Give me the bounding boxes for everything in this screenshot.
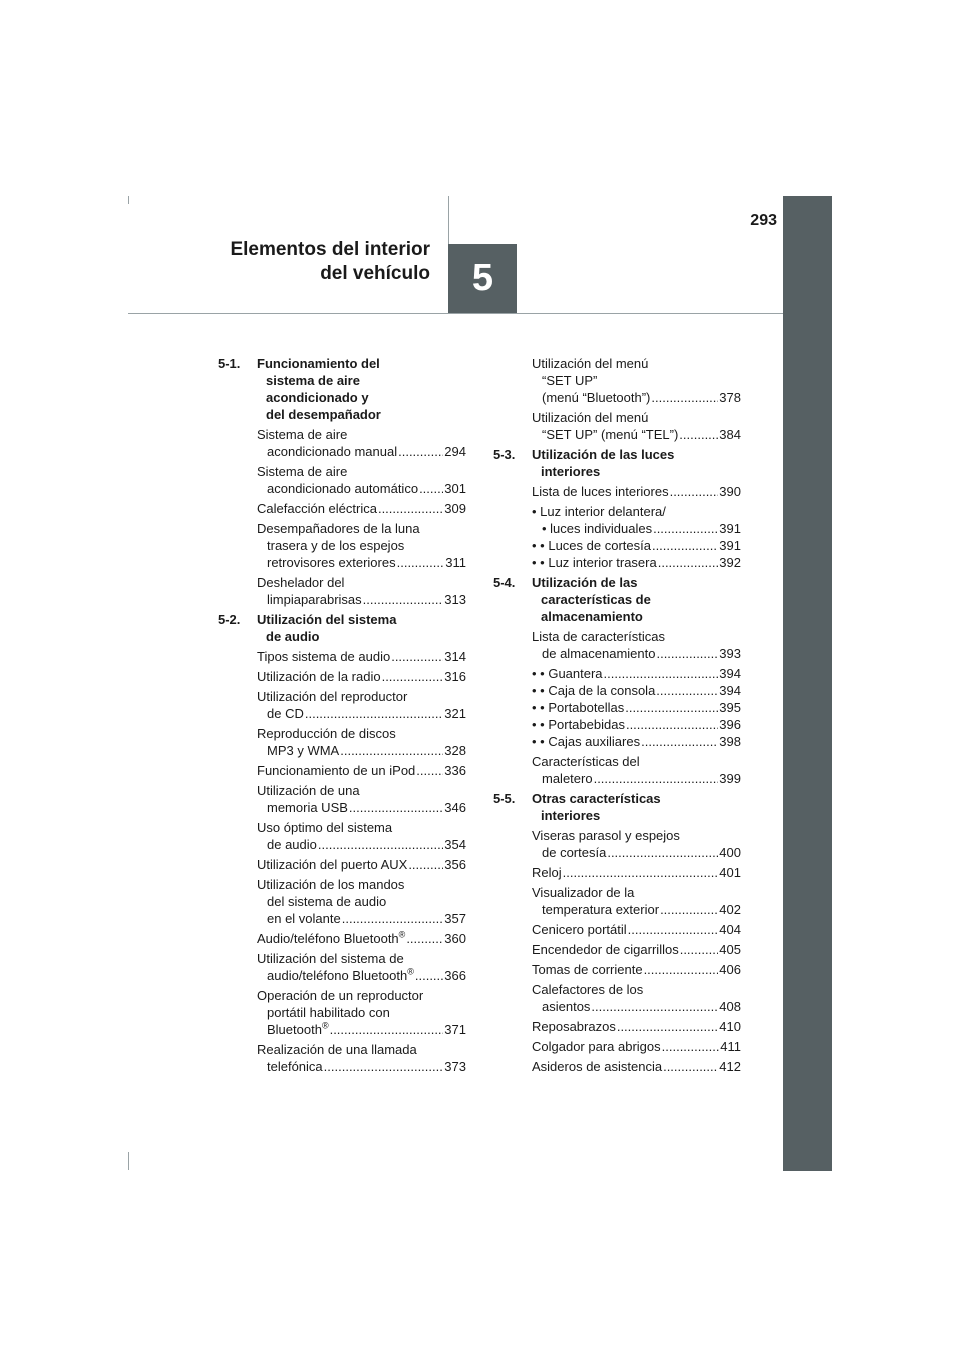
toc-entry-leader — [532, 864, 741, 881]
toc-entry-leader — [532, 520, 741, 537]
toc-entry-line: Utilización del menú — [532, 410, 649, 425]
toc-entry[interactable] — [257, 574, 466, 608]
toc-section-title — [257, 611, 466, 645]
toc-entry-leader — [532, 537, 741, 554]
toc-section-heading[interactable] — [493, 790, 741, 824]
toc-entry[interactable] — [257, 1041, 466, 1075]
toc-section-title-line: almacenamiento — [541, 609, 643, 624]
toc-entry-leader — [532, 554, 741, 571]
toc-entry-leader — [532, 716, 741, 733]
toc-entry-text: limpiaparabrisas — [267, 592, 362, 607]
toc-entry-leader — [257, 554, 466, 571]
dot-leader — [656, 645, 718, 662]
toc-entry-text: asientos — [542, 999, 591, 1014]
toc-entry-text: retrovisores exteriores — [267, 555, 396, 570]
toc-entry-line: Operación de un reproductor — [257, 988, 424, 1003]
toc-section-title-line: Utilización de las — [532, 575, 638, 590]
dot-leader — [626, 716, 718, 733]
dot-leader — [653, 520, 718, 537]
page-number: 293 — [750, 212, 777, 229]
toc-entry[interactable] — [532, 827, 741, 861]
toc-entry-leader — [532, 921, 741, 938]
toc-page-number: 398 — [719, 734, 741, 749]
toc-entry-line: trasera y de los espejos — [267, 538, 405, 553]
toc-entry[interactable] — [532, 864, 741, 881]
toc-entry[interactable] — [532, 355, 741, 406]
toc-page-number: 316 — [444, 669, 466, 684]
toc-entry-leader — [532, 389, 741, 406]
toc-entry-leader — [257, 500, 466, 517]
toc-section-title-line: interiores — [541, 464, 601, 479]
toc-page-number: 357 — [444, 911, 466, 926]
toc-entry-text: audio/teléfono Bluetooth® — [267, 966, 414, 983]
toc-section-title-line: de audio — [266, 629, 320, 644]
toc-entry-leader — [532, 961, 741, 978]
toc-page-number: 400 — [719, 845, 741, 860]
toc-page-number: 399 — [719, 771, 741, 786]
toc-entry-text: de almacenamiento — [542, 646, 656, 661]
toc-page-number: 402 — [719, 902, 741, 917]
toc-page-number: 378 — [719, 390, 741, 405]
toc-page-number: 328 — [444, 743, 466, 758]
toc-entry-line: Desempañadores de la luna — [257, 521, 420, 536]
toc-entry[interactable] — [257, 668, 466, 685]
dot-leader — [318, 836, 443, 853]
toc-section-title-line: del desempañador — [266, 407, 381, 422]
toc-sub-entry[interactable] — [532, 537, 741, 554]
dot-leader — [670, 483, 719, 500]
toc-right-column — [493, 355, 741, 1078]
registered-mark: ® — [398, 929, 406, 940]
toc-page-number: 391 — [719, 538, 741, 553]
dot-leader — [662, 1038, 720, 1055]
toc-entry-text: • • Cajas auxiliares — [532, 733, 640, 750]
toc-entry[interactable] — [257, 520, 466, 571]
toc-entry-line: Utilización del menú — [532, 356, 649, 371]
dot-leader — [378, 500, 443, 517]
toc-section-title-line: Funcionamiento del — [257, 356, 380, 371]
dot-leader — [679, 426, 718, 443]
toc-section-heading[interactable] — [218, 611, 466, 645]
toc-entry-leader — [257, 930, 466, 947]
dot-leader — [340, 742, 443, 759]
toc-entry-leader — [257, 742, 466, 759]
toc-page-number: 354 — [444, 837, 466, 852]
dot-leader — [591, 998, 718, 1015]
toc-section-number: 5-5. — [493, 791, 516, 806]
toc-entry-text: • • Guantera — [532, 665, 603, 682]
toc-entry-leader — [257, 668, 466, 685]
toc-page-number: 395 — [719, 700, 741, 715]
toc-section-heading[interactable] — [493, 446, 741, 480]
dot-leader — [419, 480, 443, 497]
toc-sub-entry[interactable] — [532, 682, 741, 699]
toc-page-number: 311 — [445, 555, 466, 570]
toc-entry-text: temperatura exterior — [542, 902, 660, 917]
toc-entry[interactable] — [257, 725, 466, 759]
toc-page-number: 394 — [719, 683, 741, 698]
toc-page-number: 406 — [719, 962, 741, 977]
chapter-number-box — [448, 244, 517, 313]
toc-page-number: 411 — [720, 1039, 741, 1054]
dot-leader — [604, 665, 719, 682]
toc-sub-entry[interactable] — [532, 733, 741, 750]
toc-entry-line: Utilización de una — [257, 783, 360, 798]
toc-page-number: 371 — [444, 1022, 466, 1037]
toc-section-number: 5-2. — [218, 612, 241, 627]
toc-page-number: 396 — [719, 717, 741, 732]
toc-entry-leader — [257, 648, 466, 665]
toc-entry-text: Reposabrazos — [532, 1019, 616, 1034]
dot-leader — [391, 648, 443, 665]
toc-entry-text: Cenicero portátil — [532, 922, 627, 937]
toc-page-number: 314 — [444, 649, 466, 664]
toc-entry-text: Lista de luces interiores — [532, 484, 669, 499]
toc-entry-leader — [532, 699, 741, 716]
toc-section-title-line: Utilización de las luces — [532, 447, 675, 462]
dot-leader — [406, 930, 443, 947]
toc-entry-text: Funcionamiento de un iPod — [257, 763, 416, 778]
toc-entry-leader — [257, 480, 466, 497]
dot-leader — [663, 1058, 718, 1075]
toc-page-number: 393 — [719, 646, 741, 661]
chapter-title-line2: del vehículo — [320, 263, 430, 284]
toc-entry[interactable] — [257, 463, 466, 497]
toc-section-title-line: acondicionado y — [266, 390, 369, 405]
toc-page-number: 390 — [719, 484, 741, 499]
toc-entry-text: Bluetooth® — [267, 1020, 329, 1037]
toc-entry-leader — [257, 1058, 466, 1075]
toc-entry-text: Asideros de asistencia — [532, 1059, 663, 1074]
toc-entry[interactable] — [532, 1038, 741, 1055]
toc-entry-text: Audio/teléfono Bluetooth® — [257, 929, 406, 946]
toc-entry-leader — [257, 967, 466, 984]
toc-entry-leader — [532, 1038, 741, 1055]
header-divider — [448, 196, 449, 244]
toc-entry-leader — [532, 941, 741, 958]
toc-section-title-line: Utilización del sistema — [257, 612, 397, 627]
toc-page-number: 301 — [444, 481, 466, 496]
dot-leader — [594, 770, 719, 787]
toc-section-title-line: Otras características — [532, 791, 661, 806]
dot-leader — [416, 762, 443, 779]
dot-leader — [658, 554, 719, 571]
toc-section-number: 5-3. — [493, 447, 516, 462]
toc-sub-entry[interactable] — [532, 699, 741, 716]
toc-section-title-line: sistema de aire — [266, 373, 360, 388]
toc-entry-line: Utilización del reproductor — [257, 689, 408, 704]
toc-entry[interactable] — [257, 930, 466, 947]
toc-entry[interactable] — [532, 941, 741, 958]
toc-entry-text: Colgador para abrigos — [532, 1039, 661, 1054]
toc-entry-leader — [532, 645, 741, 662]
toc-entry[interactable] — [257, 987, 466, 1038]
toc-entry-leader — [257, 799, 466, 816]
toc-entry-leader — [532, 426, 741, 443]
toc-entry[interactable] — [257, 762, 466, 779]
toc-entry-text: (menú “Bluetooth”) — [542, 390, 651, 405]
toc-entry-line: Realización de una llamada — [257, 1042, 417, 1057]
dot-leader — [644, 961, 719, 978]
toc-entry[interactable] — [532, 753, 741, 787]
toc-entry-leader — [257, 591, 466, 608]
dot-leader — [363, 591, 444, 608]
toc-entry[interactable] — [257, 782, 466, 816]
toc-entry-leader — [532, 770, 741, 787]
toc-entry-leader — [532, 1018, 741, 1035]
dot-leader — [330, 1021, 444, 1038]
toc-section-heading[interactable] — [493, 574, 741, 625]
toc-entry[interactable] — [257, 688, 466, 722]
toc-entry-text: acondicionado manual — [267, 444, 398, 459]
dot-leader — [408, 856, 443, 873]
toc-page-number: 408 — [719, 999, 741, 1014]
toc-section-title-line: características de — [541, 592, 651, 607]
toc-entry-text: Utilización de la radio — [257, 669, 381, 684]
toc-page-number: 356 — [444, 857, 466, 872]
toc-page-number: 405 — [719, 942, 741, 957]
dot-leader — [652, 537, 718, 554]
toc-entry-line: Uso óptimo del sistema — [257, 820, 393, 835]
toc-entry-text: telefónica — [267, 1059, 323, 1074]
toc-entry-text: Tipos sistema de audio — [257, 649, 391, 664]
toc-entry-line: Calefactores de los — [532, 982, 644, 997]
toc-entry-text: de audio — [267, 837, 317, 852]
toc-entry[interactable] — [257, 648, 466, 665]
toc-left-column — [218, 355, 466, 1078]
toc-entry-leader — [532, 844, 741, 861]
toc-page-number: 336 — [444, 763, 466, 778]
toc-section-title — [532, 446, 741, 480]
toc-entry-leader — [257, 762, 466, 779]
toc-page-number: 392 — [719, 555, 741, 570]
toc-entry-line: • Luz interior delantera/ — [532, 504, 666, 519]
toc-page-number: 360 — [444, 931, 466, 946]
dot-leader — [660, 901, 718, 918]
toc-entry-leader — [257, 1021, 466, 1038]
dot-leader — [651, 389, 718, 406]
header-rule — [128, 313, 783, 314]
toc-section-title — [532, 574, 741, 625]
toc-section-title-line: interiores — [541, 808, 601, 823]
dot-leader — [680, 941, 719, 958]
toc-entry[interactable] — [257, 500, 466, 517]
toc-entry[interactable] — [532, 1018, 741, 1035]
dot-leader — [628, 921, 719, 938]
toc-entry-text: • luces individuales — [542, 520, 652, 537]
chapter-title — [180, 238, 430, 286]
toc-entry[interactable] — [532, 884, 741, 918]
toc-page-number: 294 — [444, 444, 466, 459]
toc-page-number: 401 — [719, 865, 741, 880]
toc-section-heading[interactable] — [218, 355, 466, 423]
toc-page-number: 404 — [719, 922, 741, 937]
toc-page-number: 313 — [444, 592, 466, 607]
crop-mark-bottom — [128, 1152, 129, 1170]
dot-leader — [397, 554, 445, 571]
dot-leader — [656, 682, 718, 699]
toc-section-title — [257, 355, 466, 423]
toc-entry[interactable] — [532, 628, 741, 662]
dot-leader — [342, 910, 444, 927]
toc-section-number: 5-1. — [218, 356, 241, 371]
toc-entry-leader — [257, 910, 466, 927]
toc-page-number: 384 — [719, 427, 741, 442]
toc-entry-text: • • Portabotellas — [532, 699, 624, 716]
toc-entry[interactable] — [257, 819, 466, 853]
toc-entry-leader — [257, 443, 466, 460]
crop-mark-top — [128, 196, 129, 204]
toc-entry-leader — [257, 705, 466, 722]
toc-entry-text: Utilización del puerto AUX — [257, 857, 408, 872]
toc-page-number: 366 — [444, 968, 466, 983]
toc-entry-text: MP3 y WMA — [267, 743, 340, 758]
toc-sub-entry[interactable] — [532, 554, 741, 571]
dot-leader — [625, 699, 718, 716]
toc-entry-text: • • Portabebidas — [532, 716, 625, 733]
toc-entry-text: “SET UP” (menú “TEL”) — [542, 427, 679, 442]
toc-page-number: 394 — [719, 666, 741, 681]
dot-leader — [349, 799, 443, 816]
toc-entry-line: Utilización del sistema de — [257, 951, 404, 966]
toc-entry-text: memoria USB — [267, 800, 348, 815]
toc-entry-line: del sistema de audio — [267, 894, 387, 909]
toc-entry-leader — [257, 856, 466, 873]
toc-page-number: 391 — [719, 521, 741, 536]
toc-entry[interactable] — [257, 876, 466, 927]
dot-leader — [617, 1018, 718, 1035]
toc-entry-line: “SET UP” — [542, 373, 598, 388]
toc-entry-line: Viseras parasol y espejos — [532, 828, 680, 843]
toc-page-number: 321 — [444, 706, 466, 721]
toc-page-number: 346 — [444, 800, 466, 815]
dot-leader — [324, 1058, 444, 1075]
toc-entry[interactable] — [532, 981, 741, 1015]
toc-entry-text: de CD — [267, 706, 304, 721]
toc-entry-line: Reproducción de discos — [257, 726, 396, 741]
toc-entry[interactable] — [532, 483, 741, 500]
toc-entry-text: maletero — [542, 771, 593, 786]
toc-entry-line: Características del — [532, 754, 640, 769]
toc-entry-leader — [257, 836, 466, 853]
registered-mark: ® — [407, 966, 414, 977]
toc-section-number: 5-4. — [493, 575, 516, 590]
toc-entry-text: acondicionado automático — [267, 481, 419, 496]
toc-entry[interactable] — [532, 409, 741, 443]
toc-sub-entry[interactable] — [532, 503, 741, 537]
chapter-title-line1: Elementos del interior — [230, 239, 430, 260]
toc-entry-text: • • Luces de cortesía — [532, 537, 651, 554]
toc-sub-entry[interactable] — [532, 716, 741, 733]
toc-page-number: 373 — [444, 1059, 466, 1074]
toc-entry-line: portátil habilitado con — [267, 1005, 390, 1020]
toc-page-number: 412 — [719, 1059, 741, 1074]
toc-entry-text: en el volante — [267, 911, 341, 926]
toc-entry[interactable] — [257, 950, 466, 984]
registered-mark: ® — [321, 1020, 329, 1031]
toc-entry-leader — [532, 901, 741, 918]
dot-leader — [641, 733, 718, 750]
dot-leader — [305, 705, 443, 722]
toc-entry-leader — [532, 998, 741, 1015]
chapter-number: 5 — [471, 257, 494, 299]
toc-entry-text: Reloj — [532, 865, 562, 880]
toc-entry-text: Calefacción eléctrica — [257, 501, 377, 516]
toc-entry-leader — [532, 1058, 741, 1075]
dot-leader — [398, 443, 443, 460]
dot-leader — [415, 967, 443, 984]
toc-entry[interactable] — [532, 1058, 741, 1075]
toc-entry[interactable] — [257, 426, 466, 460]
toc-entry-text: de cortesía — [542, 845, 607, 860]
toc-entry-text: Tomas de corriente — [532, 962, 643, 977]
toc-page-number: 410 — [719, 1019, 741, 1034]
toc-entry-leader — [532, 733, 741, 750]
toc-sub-entry[interactable] — [532, 665, 741, 682]
toc-entry[interactable] — [257, 856, 466, 873]
chapter-side-tab — [783, 196, 832, 1171]
toc-entry-text: • • Caja de la consola — [532, 682, 655, 699]
toc-entry-line: Utilización de los mandos — [257, 877, 405, 892]
toc-entry-line: Deshelador del — [257, 575, 345, 590]
toc-entry-line: Sistema de aire — [257, 427, 348, 442]
toc-entry-line: Lista de características — [532, 629, 665, 644]
toc-page-number: 309 — [444, 501, 466, 516]
toc-entry-leader — [532, 483, 741, 500]
toc-entry[interactable] — [532, 961, 741, 978]
toc-entry-text: Encendedor de cigarrillos — [532, 942, 679, 957]
toc-entry-line: Visualizador de la — [532, 885, 635, 900]
toc-entry-text: • • Luz interior trasera — [532, 554, 657, 571]
dot-leader — [382, 668, 444, 685]
toc-entry-leader — [532, 682, 741, 699]
toc-entry-line: Sistema de aire — [257, 464, 348, 479]
dot-leader — [607, 844, 718, 861]
toc-entry[interactable] — [532, 921, 741, 938]
toc-section-title — [532, 790, 741, 824]
toc-entry-leader — [532, 665, 741, 682]
dot-leader — [563, 864, 719, 881]
